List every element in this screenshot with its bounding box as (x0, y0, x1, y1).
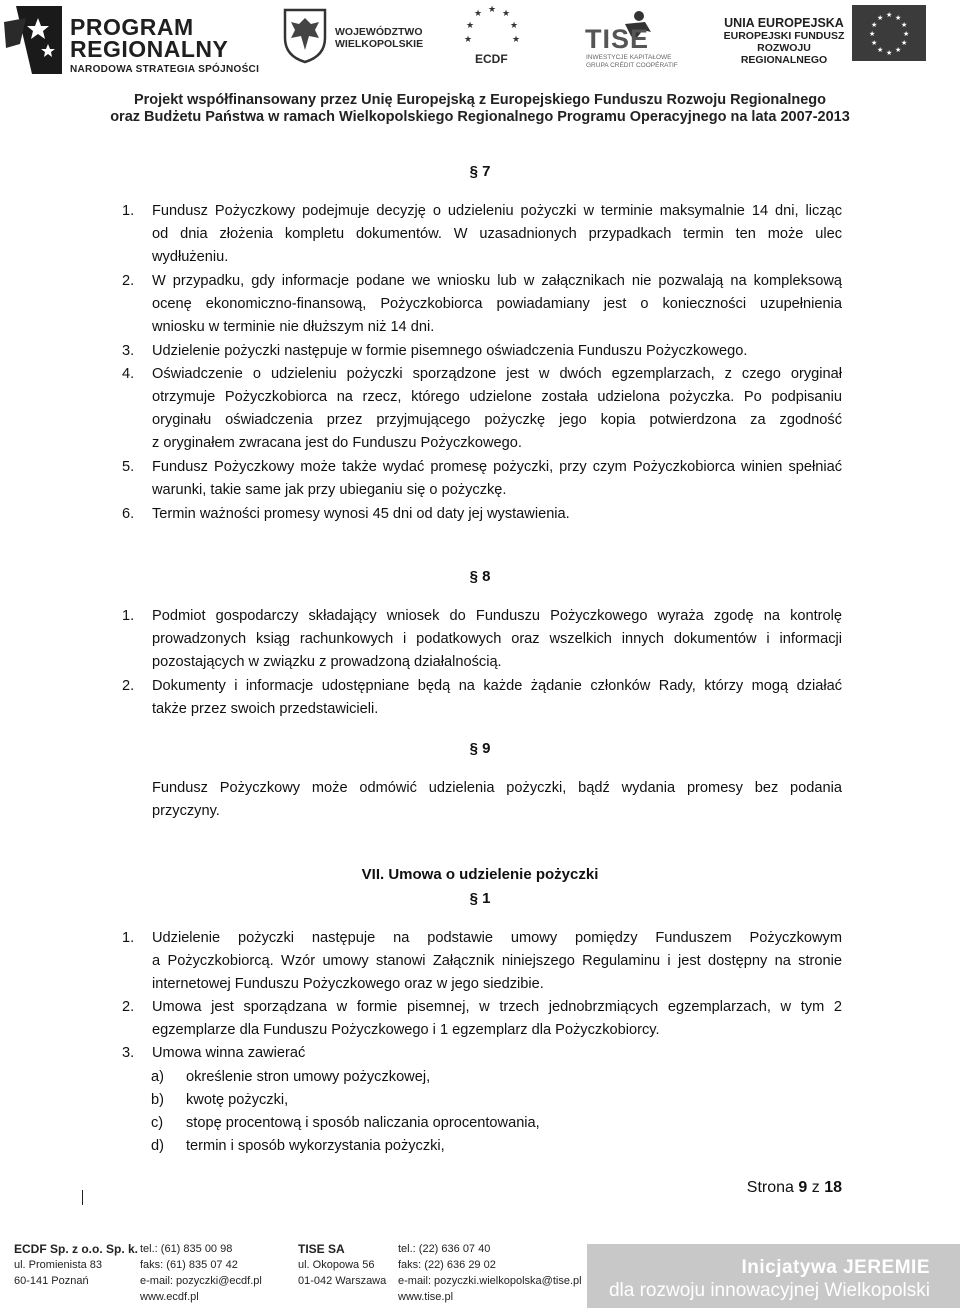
ecdf-addr1: ul. Promienista 83 (14, 1259, 103, 1271)
svg-text:★: ★ (877, 46, 884, 54)
list-item-line: także przez swoich przedstawicieli. (152, 701, 379, 717)
footer-ecdf-contact (140, 1241, 262, 1305)
ue-line2: EUROPEJSKI FUNDUSZ (723, 30, 845, 42)
tise-sub1: INWESTYCJE KAPITAŁOWE (586, 54, 672, 61)
page-current: 9 (798, 1179, 808, 1196)
page-total: 18 (824, 1179, 842, 1196)
ue-line1: UNIA EUROPEJSKA (724, 16, 844, 30)
list-item-line: oryginału oświadczenia przez przyjmującego pożyczkę jego kopia potwierdzona za zgodność (152, 412, 842, 428)
program-regionalny-text (70, 16, 259, 75)
svg-text:★: ★ (869, 30, 876, 38)
header-logos (0, 0, 960, 80)
program-regionalny-logo-icon (2, 4, 64, 78)
svg-text:★: ★ (895, 46, 902, 54)
woj-line2: WIELKOPOLSKIE (335, 38, 424, 50)
sublist-item: stopę procentową i sposób naliczania oprocentowania, (186, 1115, 540, 1131)
page-sep: z (811, 1179, 820, 1196)
footer-ecdf-address (14, 1241, 138, 1289)
list-item-line: Termin ważności promesy wynosi 45 dni od daty jej wystawienia. (152, 506, 570, 522)
jeremie-line1: Inicjatywa JEREMIE (741, 1257, 930, 1278)
unia-europejska-text (720, 16, 848, 66)
list-item-line: wydłużeniu. (152, 249, 229, 265)
svg-text:★: ★ (871, 39, 878, 47)
sublist-item: kwotę pożyczki, (186, 1092, 289, 1108)
eu-flag-icon (852, 5, 926, 61)
list-item-line: Dokumenty i informacje udostępniane będą na każde żądanie członków Rady, którzy mogą działać (152, 678, 842, 694)
text-cursor-mark (82, 1190, 83, 1205)
svg-text:★: ★ (474, 9, 483, 19)
ecdf-fax: faks: (61) 835 07 42 (140, 1259, 238, 1271)
list-item-line: od dnia złożenia kompletu dokumentów. W uzasadnionych przypadkach termin ten może ulec (152, 226, 842, 242)
svg-text:★: ★ (895, 14, 902, 22)
sublist-item: termin i sposób wykorzystania pożyczki, (186, 1138, 445, 1154)
list-number: 1. (122, 203, 135, 219)
tise-addr1: ul. Okopowa 56 (298, 1259, 375, 1271)
svg-text:★: ★ (886, 49, 893, 57)
list-item-line: internetowej Funduszu Pożyczkowego oraz w jego siedzibie. (152, 976, 544, 992)
list-number: 4. (122, 366, 135, 382)
paragraph-line: Fundusz Pożyczkowy może odmówić udzielenia pożyczki, bądź wydania promesy bez podania (152, 780, 842, 796)
list-number: 2. (122, 999, 135, 1015)
list-number: 3. (122, 1045, 135, 1061)
sublist-letter: c) (151, 1115, 164, 1131)
wojewodztwo-text (335, 26, 423, 50)
wielkopolska-crest-icon (283, 8, 327, 64)
sublist-letter: b) (151, 1092, 164, 1108)
ecdf-name: ECDF Sp. z o.o. Sp. k. (14, 1242, 139, 1256)
list-item-line: ocenę ekonomiczno-finansową, Pożyczkobiorca powiadamiany jest o konieczności uzupełnienia (152, 296, 842, 312)
list-item-line: W przypadku, gdy informacje podane we wniosku lub w załącznikach nie pozwalają na kompleksową (152, 273, 842, 289)
list-item-line: Udzielenie pożyczki następuje na podstawie umowy pomiędzy Funduszem Pożyczkowym (152, 930, 842, 946)
svg-text:★: ★ (466, 21, 475, 31)
svg-text:★: ★ (512, 35, 521, 45)
svg-text:★: ★ (488, 5, 497, 15)
chapter-7-title: VII. Umowa o udzielenie pożyczki (361, 866, 599, 883)
jeremie-line2: dla rozwoju innowacyjnej Wielkopolski (608, 1280, 930, 1301)
list-item-line: egzemplarze dla Funduszu Pożyczkowego i 1 egzemplarz dla Pożyczkobiorcy. (152, 1022, 660, 1038)
program-line2: REGIONALNY (70, 36, 229, 62)
list-item-line: Umowa jest sporządzana w formie pisemnej, w trzech jednobrzmiących egzemplarzach, w tym 2 (152, 999, 842, 1015)
tise-addr2: 01-042 Warszawa (298, 1275, 387, 1287)
svg-text:★: ★ (901, 21, 908, 29)
project-cofinancing-note (0, 92, 960, 126)
list-number: 1. (122, 608, 135, 624)
svg-text:★: ★ (877, 14, 884, 22)
tise-fax: faks: (22) 636 29 02 (398, 1259, 496, 1271)
svg-text:★: ★ (510, 21, 519, 31)
tise-www[interactable]: www.tise.pl (398, 1291, 454, 1303)
svg-text:★: ★ (464, 35, 473, 45)
list-item-line: wniosku w terminie nie dłuższym niż 14 dni. (152, 319, 435, 335)
svg-text:★: ★ (886, 11, 893, 19)
ecdf-addr2: 60-141 Poznań (14, 1275, 89, 1287)
paragraph-line: przyczyny. (152, 803, 220, 819)
tise-tel: tel.: (22) 636 07 40 (398, 1243, 491, 1255)
list-item-line: Podmiot gospodarczy składający wniosek do Funduszu Pożyczkowego wyraża zgodę na kontrolę (152, 608, 842, 624)
list-item-line: warunki, takie same jak przy ubieganiu się o pożyczkę. (152, 482, 507, 498)
page-label: Strona (746, 1179, 794, 1196)
footer (0, 1238, 960, 1309)
ecdf-text: ECDF (475, 52, 508, 66)
project-line1: Projekt współfinansowany przez Unię Europejską z Europejskiego Funduszu Rozwoju Regionalnego (133, 92, 827, 108)
list-number: 1. (122, 930, 135, 946)
svg-text:★: ★ (502, 9, 511, 19)
ecdf-mail[interactable]: e-mail: pozyczki@ecdf.pl (140, 1275, 262, 1287)
list-number: 3. (122, 343, 135, 359)
tise-sub2: GRUPA CRÉDIT COOPÉRATIF (586, 62, 678, 69)
list-item-line: Umowa winna zawierać (152, 1045, 306, 1061)
svg-text:★: ★ (871, 21, 878, 29)
jeremie-banner (587, 1244, 960, 1308)
ue-line3: ROZWOJU REGIONALNEGO (740, 42, 828, 66)
sublist-letter: a) (151, 1069, 164, 1085)
sublist-letter: d) (151, 1138, 164, 1154)
sublist-item: określenie stron umowy pożyczkowej, (186, 1069, 431, 1085)
ecdf-www[interactable]: www.ecdf.pl (140, 1291, 199, 1303)
list-number: 6. (122, 506, 135, 522)
list-item-line: pozostających w związku z prowadzoną działalnością. (152, 654, 502, 670)
ecdf-tel: tel.: (61) 835 00 98 (140, 1243, 233, 1255)
chapter-7-section-1-title: § 1 (469, 890, 491, 907)
list-item-line: Fundusz Pożyczkowy podejmuje decyzję o udzieleniu pożyczki w terminie maksymalnie 14 dni, licząc (152, 203, 842, 219)
list-number: 2. (122, 678, 135, 694)
footer-tise-contact (398, 1241, 582, 1305)
list-item-line: Udzielenie pożyczki następuje w formie pisemnego oświadczenia Funduszu Pożyczkowego. (152, 343, 748, 359)
svg-text:★: ★ (901, 39, 908, 47)
page-number (747, 1179, 842, 1197)
project-line2: oraz Budżetu Państwa w ramach Wielkopolskiego Regionalnego Programu Operacyjnego na lata 2007-2013 (110, 109, 850, 125)
list-item-line: Oświadczenie o udzieleniu pożyczki sporządzone jest w dwóch egzemplarzach, z czego oryginał (152, 366, 842, 382)
list-item-line: a Pożyczkobiorcą. Wzór umowy stanowi Załącznik niniejszego Regulaminu i jest dostępny na stronie (152, 953, 842, 969)
list-number: 5. (122, 459, 135, 475)
tise-name: TISE SA (298, 1242, 345, 1256)
woj-line1: WOJEWÓDZTWO (335, 26, 423, 38)
section-7-title: § 7 (469, 163, 491, 180)
section-9-title: § 9 (469, 740, 491, 757)
list-item-line: prowadzonych ksiąg rachunkowych i podatkowych oraz wszelkich innych dokumentów i informacji (152, 631, 842, 647)
list-number: 2. (122, 273, 135, 289)
program-line1: PROGRAM (70, 14, 194, 40)
section-8-title: § 8 (469, 568, 491, 585)
tise-text: TISE (585, 24, 650, 54)
svg-text:★: ★ (903, 30, 910, 38)
list-item-line: Fundusz Pożyczkowy może także wydać promesę pożyczki, przy czym Pożyczkobiorca winien spełniać (152, 459, 842, 475)
footer-tise-address (298, 1241, 386, 1289)
tise-mail[interactable]: e-mail: pozyczki.wielkopolska@tise.pl (398, 1275, 582, 1287)
program-line3: NARODOWA STRATEGIA SPÓJNOŚCI (70, 64, 260, 75)
list-item-line: z oryginałem zwracana jest do Funduszu Pożyczkowego. (152, 435, 522, 451)
list-item-line: otrzymuje Pożyczkobiorca na rzecz, którego udzielone została udzielona pożyczka. Po podpisaniu (152, 389, 842, 405)
